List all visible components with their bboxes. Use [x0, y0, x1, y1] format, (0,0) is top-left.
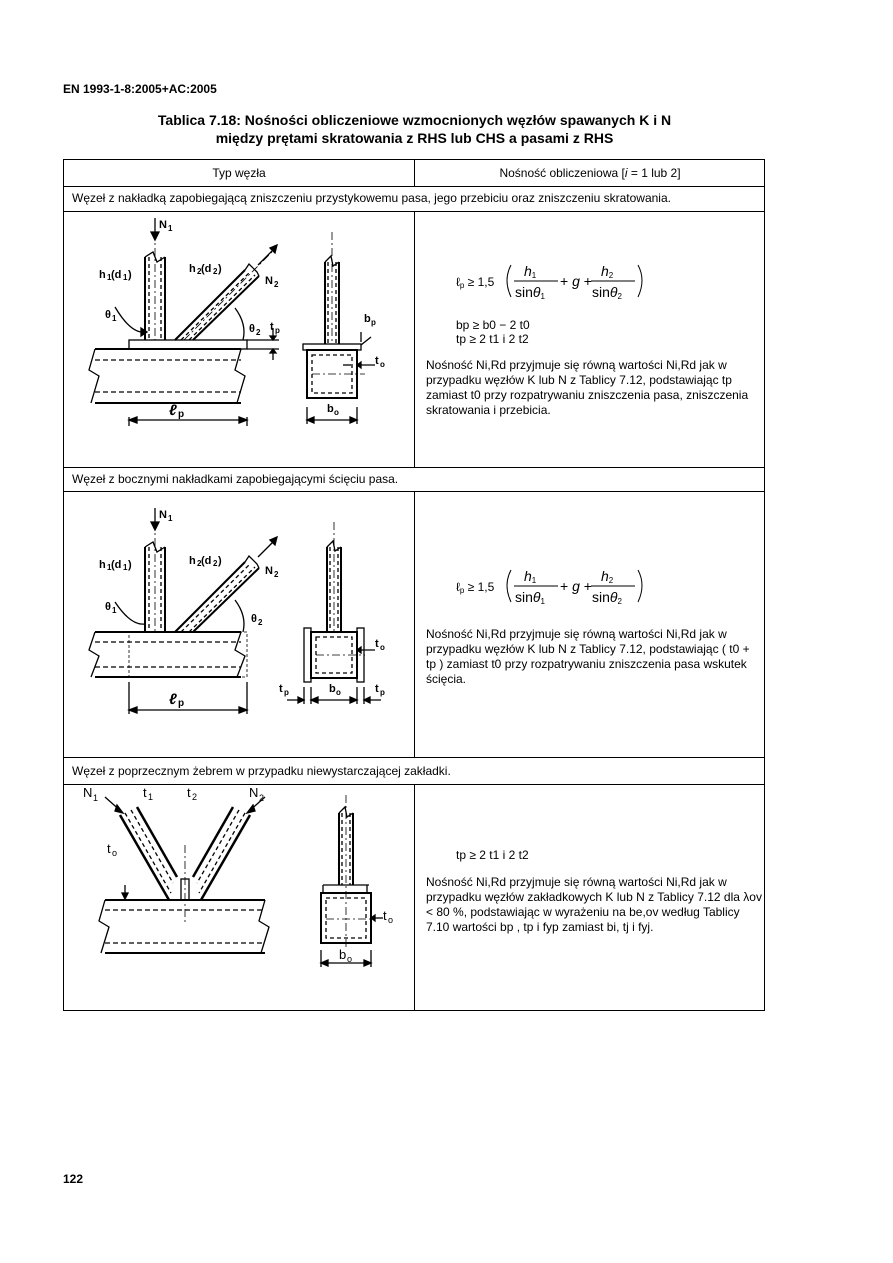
svg-text:h: h: [99, 269, 106, 281]
svg-text:θ: θ: [105, 601, 111, 613]
svg-text:b: b: [327, 403, 334, 415]
svg-text:2: 2: [256, 328, 261, 337]
section-1-formula: [456, 255, 646, 305]
svg-text:N: N: [265, 275, 273, 287]
svg-text:2: 2: [258, 618, 263, 627]
col-header-design-resistance: Nośność obliczeniowa [i = 1 lub 2]: [499, 166, 681, 180]
svg-text:(d: (d: [111, 559, 122, 571]
svg-text:(d: (d: [201, 555, 212, 567]
svg-text:sinθ2: sinθ2: [592, 284, 622, 301]
svg-text:h1: h1: [524, 568, 537, 585]
svg-text:sinθ1: sinθ1: [515, 284, 545, 301]
svg-text:2: 2: [259, 793, 265, 803]
svg-text:2: 2: [213, 559, 218, 568]
divider: [414, 784, 415, 1011]
svg-text:1: 1: [112, 606, 117, 615]
svg-text:θ: θ: [251, 613, 257, 625]
svg-text:o: o: [336, 688, 341, 697]
section-3-label: Węzeł z poprzecznym żebrem w przypadku niewystarczającej zakładki.: [72, 764, 451, 778]
svg-text:2: 2: [197, 267, 202, 276]
svg-text:): ): [218, 263, 222, 275]
svg-text:t: t: [279, 683, 283, 695]
divider: [64, 757, 764, 758]
divider: [414, 211, 415, 467]
svg-text:): ): [128, 559, 132, 571]
svg-text:p: p: [371, 318, 376, 327]
svg-text:1: 1: [93, 793, 99, 803]
col-header-joint-type: Typ węzła: [212, 166, 266, 180]
svg-text:p: p: [284, 688, 289, 697]
svg-text:θ: θ: [249, 323, 255, 335]
svg-text:N: N: [159, 509, 167, 521]
svg-text:o: o: [347, 954, 353, 964]
svg-text:o: o: [334, 408, 339, 417]
title-line-1: Tablica 7.18: Nośności obliczeniowe wzmocnionych węzłów spawanych K i N: [157, 112, 672, 128]
svg-text:h2: h2: [601, 263, 614, 280]
section-2-label: Węzeł z bocznymi nakładkami zapobiegającymi ścięciu pasa.: [72, 472, 399, 486]
section-1-label: Węzeł z nakładką zapobiegającą zniszczeniu przystykowemu pasa, jego przebiciu oraz zniszczeniu skratowania.: [72, 191, 671, 205]
svg-text:): ): [128, 269, 132, 281]
svg-text:ℓp ≥ 1,5: ℓp ≥ 1,5: [456, 580, 495, 595]
svg-text:1: 1: [123, 563, 128, 572]
svg-text:ℓ: ℓ: [169, 402, 177, 419]
svg-text:b: b: [329, 683, 336, 695]
divider: [414, 491, 415, 757]
section-2-diagram: [65, 492, 413, 756]
svg-text:h: h: [99, 559, 106, 571]
svg-text:o: o: [380, 360, 385, 369]
svg-text:θ: θ: [105, 309, 111, 321]
svg-text:2: 2: [197, 559, 202, 568]
svg-text:1: 1: [168, 224, 173, 233]
svg-text:2: 2: [274, 570, 279, 579]
svg-text:b: b: [364, 313, 371, 325]
section-1-inequality-1: bp ≥ b0 − 2 t0: [456, 318, 530, 332]
svg-text:t: t: [270, 321, 274, 333]
svg-text:t: t: [375, 683, 379, 695]
page-number: 122: [63, 1172, 84, 1186]
svg-text:N: N: [83, 785, 93, 800]
svg-text:+ g +: + g +: [560, 578, 592, 594]
standard-id: EN 1993-1-8:2005+AC:2005: [63, 82, 217, 96]
svg-text:p: p: [275, 326, 280, 335]
section-3-inequality: tp ≥ 2 t1 i 2 t2: [456, 848, 529, 862]
svg-text:t: t: [187, 785, 191, 800]
divider: [414, 160, 415, 186]
design-resistance-table: [63, 159, 765, 1011]
svg-text:p: p: [178, 698, 185, 709]
svg-text:t: t: [375, 355, 379, 367]
svg-text:t: t: [383, 908, 387, 923]
svg-text:h: h: [189, 555, 196, 567]
svg-text:t: t: [143, 785, 147, 800]
svg-text:1: 1: [112, 314, 117, 323]
svg-text:o: o: [112, 848, 118, 858]
section-2-description: Nośność Ni,Rd przyjmuje się równą wartości Ni,Rd jak w przypadku węzłów K lub N z Tablicy 7.12, podstawiając ( t0 + tp ) zamiast t0 przy rozpatrywaniu zniszczenia pasa wskutek ścięcia.: [426, 627, 750, 686]
svg-text:(d: (d: [111, 269, 122, 281]
svg-text:sinθ1: sinθ1: [515, 589, 545, 606]
svg-text:sinθ2: sinθ2: [592, 589, 622, 606]
divider: [64, 467, 764, 468]
svg-text:): ): [218, 555, 222, 567]
section-1-description: Nośność Ni,Rd przyjmuje się równą wartości Ni,Rd jak w przypadku węzłów K lub N z Tablicy 7.12, podstawiając tp zamiast t0 przy rozpatrywaniu zniszczenia pasa, zniszczenia skratowania i przebicia.: [426, 358, 749, 417]
section-1-diagram: [65, 212, 413, 466]
svg-text:N: N: [265, 565, 273, 577]
section-3-diagram: [65, 785, 413, 1010]
svg-text:h2: h2: [601, 568, 614, 585]
svg-text:h1: h1: [524, 263, 537, 280]
svg-text:p: p: [380, 688, 385, 697]
table-title: [63, 111, 766, 147]
svg-text:p: p: [178, 409, 185, 420]
svg-text:2: 2: [213, 267, 218, 276]
section-1-inequality-2: tp ≥ 2 t1 i 2 t2: [456, 332, 529, 346]
svg-text:ℓ: ℓ: [169, 691, 177, 708]
svg-text:o: o: [388, 915, 394, 925]
svg-text:1: 1: [123, 273, 128, 282]
svg-text:+ g +: + g +: [560, 273, 592, 289]
svg-text:ℓp ≥ 1,5: ℓp ≥ 1,5: [456, 275, 495, 290]
svg-text:N: N: [249, 785, 259, 800]
svg-text:(d: (d: [201, 263, 212, 275]
svg-text:2: 2: [274, 280, 279, 289]
title-line-2: między prętami skratowania z RHS lub CHS a pasami z RHS: [215, 130, 614, 146]
svg-text:h: h: [189, 263, 196, 275]
svg-text:1: 1: [107, 273, 112, 282]
divider: [64, 186, 764, 187]
section-3-description: Nośność Ni,Rd przyjmuje się równą wartości Ni,Rd jak w przypadku węzłów zakładkowych K lub N z Tablicy 7.12 dla λov < 80 %, podstawiając w wyrażeniu na be,ov według Tablicy 7.10 wartości bp , tp i fyp zamiast bi, tj i fyj.: [426, 875, 762, 934]
svg-text:1: 1: [168, 514, 173, 523]
svg-text:t: t: [375, 638, 379, 650]
svg-text:N: N: [159, 219, 167, 231]
svg-text:1: 1: [148, 792, 154, 802]
svg-text:o: o: [380, 643, 385, 652]
svg-text:1: 1: [107, 563, 112, 572]
section-2-formula: [456, 560, 646, 610]
svg-text:2: 2: [192, 792, 198, 802]
svg-text:b: b: [339, 947, 347, 962]
svg-text:t: t: [107, 841, 111, 856]
